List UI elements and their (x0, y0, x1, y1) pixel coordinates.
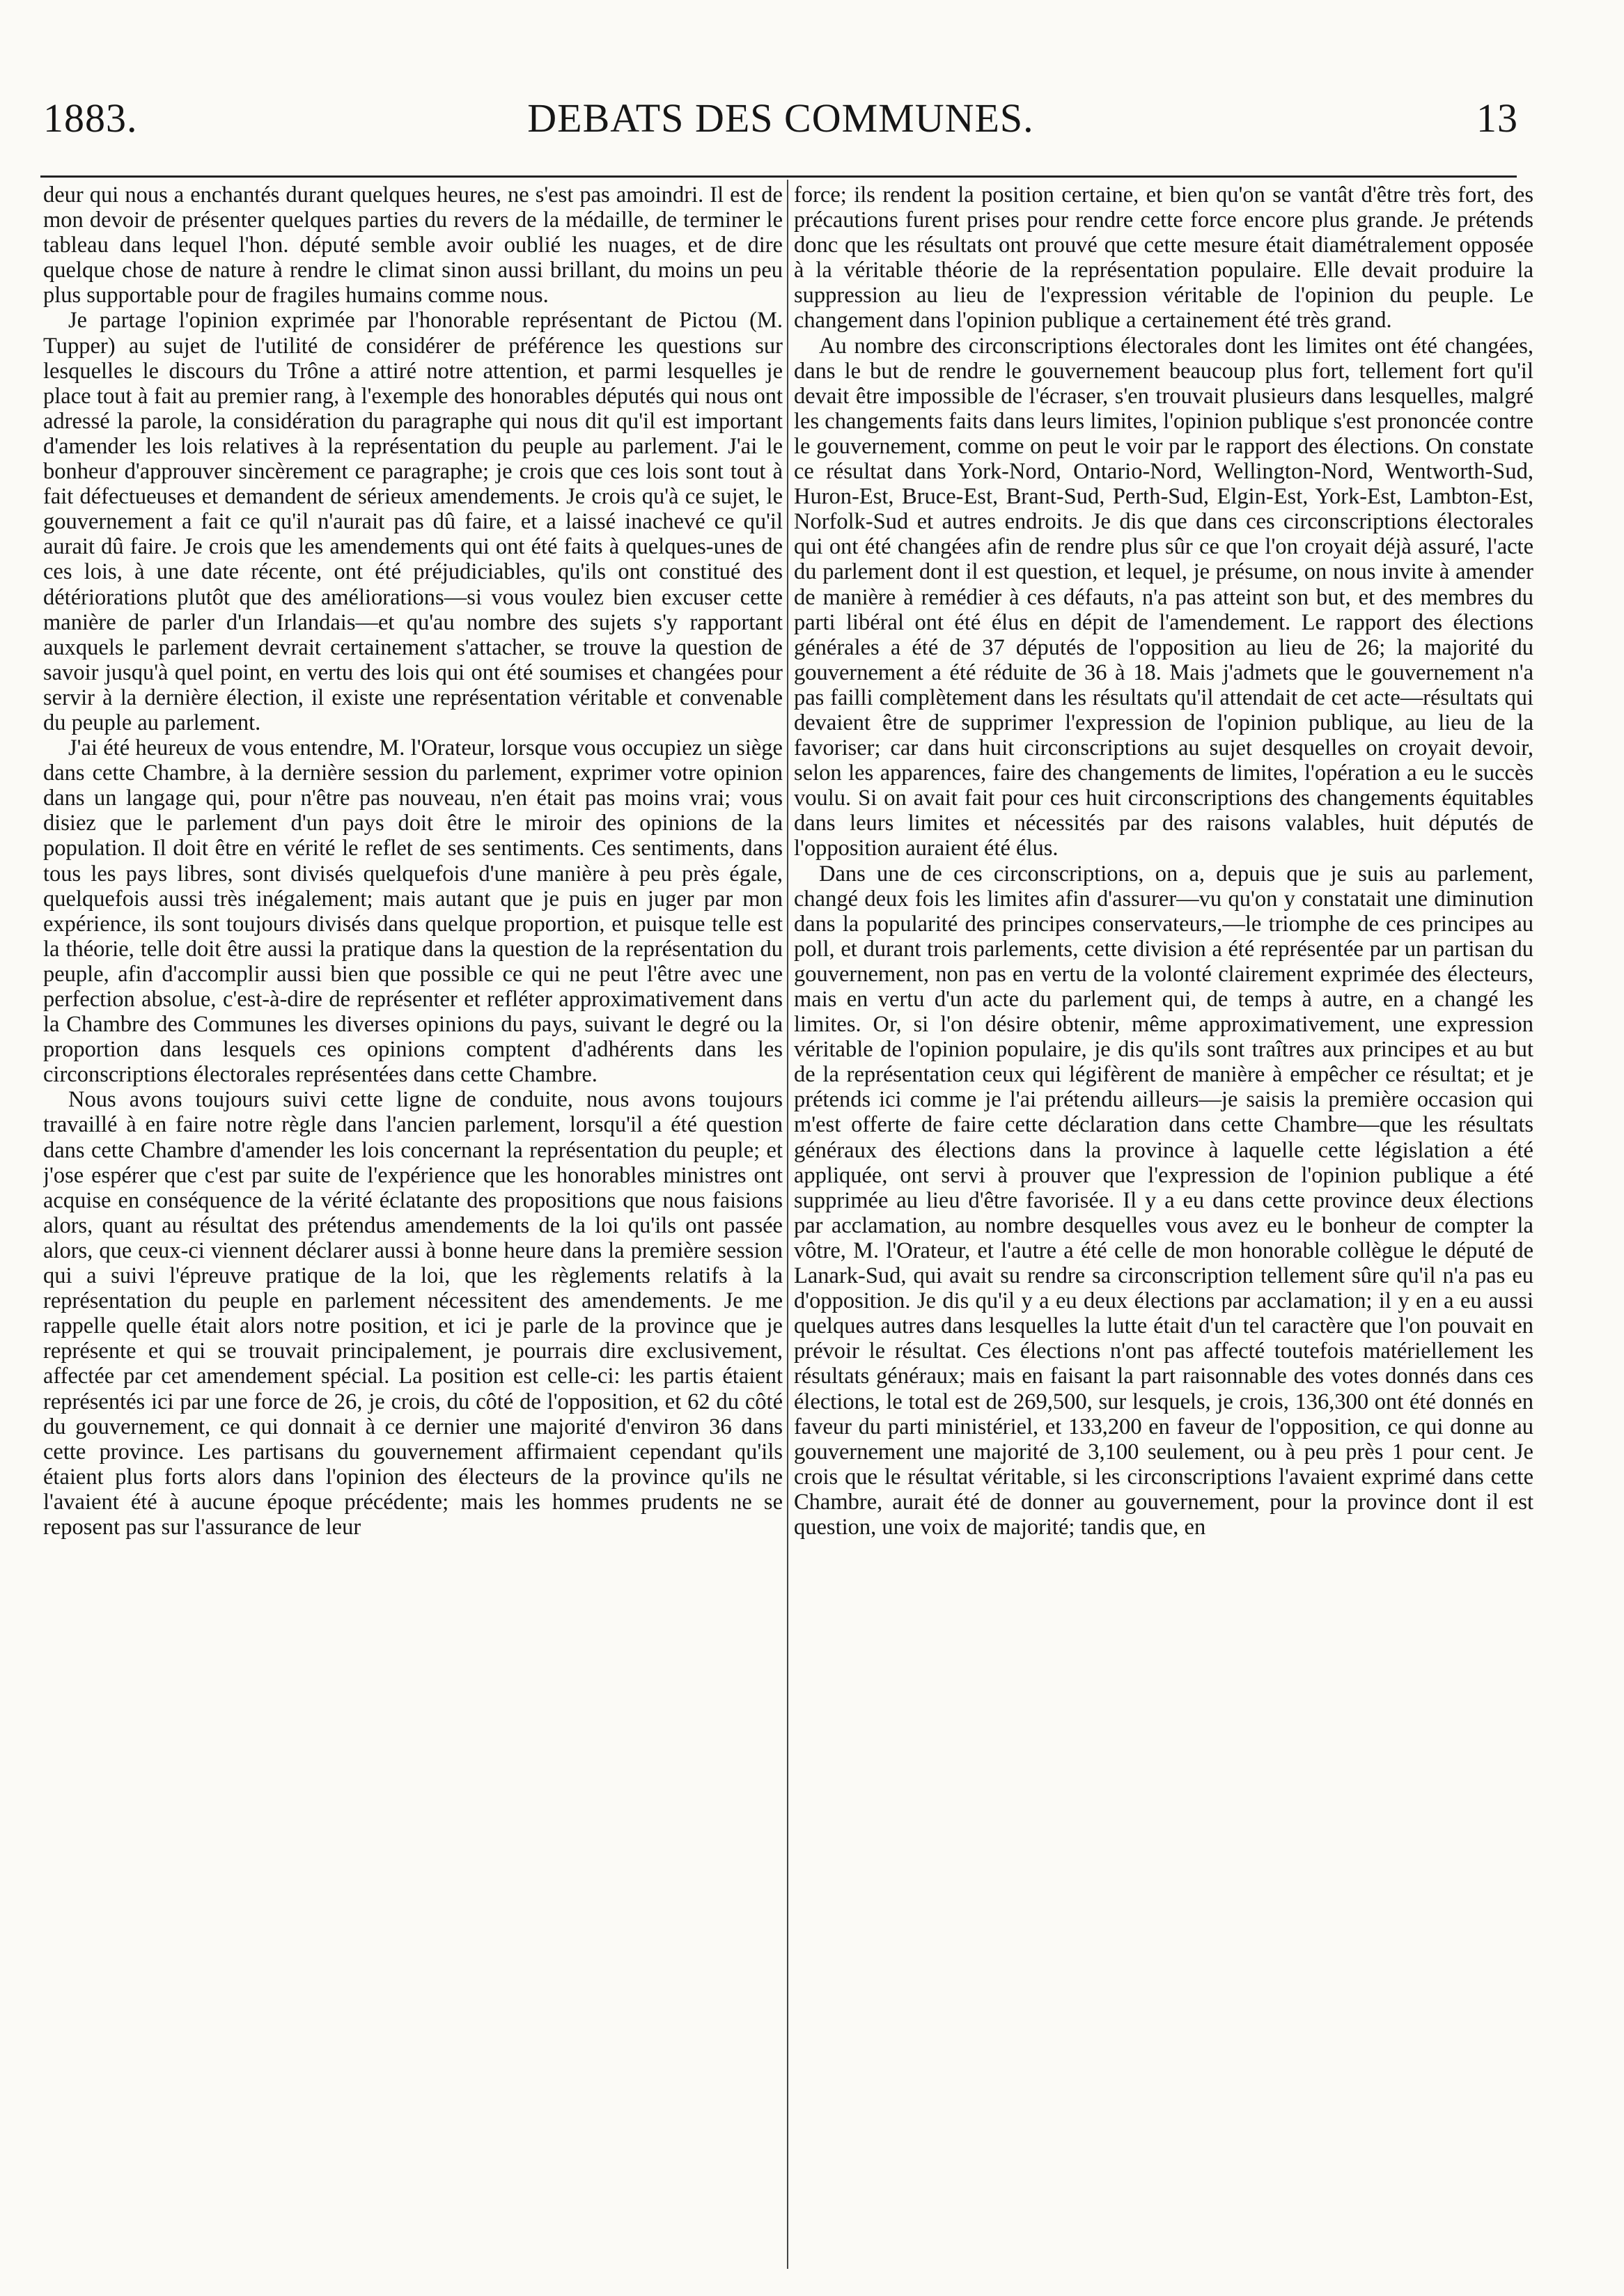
header-title: DEBATS DES COMMUNES. (527, 95, 1034, 141)
paragraph: Dans une de ces circonscriptions, on a, depuis que je suis au parlement, changé deux fois les limites afin d'assurer—vu qu'on y constatait une diminution dans la popularité des principes conservateurs,—le triomphe de ces principes au poll, et durant trois parlements, cette division a été représentée par un partisan du gouvernement, non pas en vertu de la volonté clairement exprimée des électeurs, mais en vertu d'un acte du parlement qui, de temps à autre, en a changé les limites. Or, si l'on désire obtenir, même approximativement, une expression véritable de l'opinion populaire, je dis qu'ils sont traîtres aux principes et au but de la représentation ceux qui légifèrent de manière à empêcher ce résultat; et je prétends ici comme je l'ai prétendu ailleurs—je saisis la première occasion qui m'est offerte de faire cette déclaration dans cette Chambre—que les résultats généraux des élections dans la province à laquelle cette législation a été appliquée, ont servi à prouver que l'expression de l'opinion publique a été supprimée au lieu d'être favorisée. Il y a eu dans cette province deux élections par acclamation, au nombre desquelles vous avez eu le bonheur de compter la vôtre, M. l'Orateur, et l'autre a été celle de mon honorable collègue le député de Lanark-Sud, qui avait su rendre sa circonscription tellement sûre qu'il n'a pas eu d'opposition. Je dis qu'il y a eu deux élections par acclamation; il y en a eu aussi quelques autres dans lesquelles la lutte était d'un tel caractère que l'on pouvait en prévoir le résultat. Ces élections n'ont pas affecté toutefois matériellement les résultats généraux; mais en faisant la part raisonnable des votes donnés dans ces élections, le total est de 269,500, sur lesquels, je crois, 136,300 ont été donnés en faveur du parti ministériel, et 133,200 en faveur de l'opposition, ce qui donne au gouvernement une majorité de 3,100 seulement, ou à peu près 1 pour cent. Je crois que le résultat véritable, si les circonscriptions l'avaient exprimé dans cette Chambre, aurait été de donner au gouvernement, pour la province dont il est question, une voix de majorité; tandis que, en (794, 861, 1533, 1540)
paragraph: J'ai été heureux de vous entendre, M. l'Orateur, lorsque vous occupiez un siège dans cette Chambre, à la dernière session du parlement, exprimer votre opinion dans un langage qui, pour n'être pas nouveau, n'en était pas moins vrai; vous disiez que le parlement d'un pays doit être le miroir des opinions de la population. Il doit être en vérité le reflet de ses sentiments. Ces sentiments, dans tous les pays libres, sont divisés quelquefois d'une manière à peu près égale, quelquefois aussi très inégalement; mais autant que je puis en juger par mon expérience, ils sont toujours divisés dans quelque proportion, et puisque telle est la théorie, telle doit être aussi la pratique dans la question de la représentation du peuple, afin d'accomplir aussi bien que possible ce qui ne peut l'être avec une perfection absolue, c'est-à-dire de représenter et refléter approximativement dans la Chambre des Communes les diverses opinions du pays, suivant le degré ou la proportion dans lesquels ces opinions comptent d'adhérents dans les circonscriptions électorales représentées dans cette Chambre. (43, 735, 783, 1088)
paragraph: Je partage l'opinion exprimée par l'honorable représentant de Pictou (M. Tupper) au sujet de l'utilité de considérer de préférence les questions sur lesquelles le discours du Trône a attiré notre attention, et parmi lesquelles je place tout à fait au premier rang, à l'exemple des honorables députés qui nous ont adressé la parole, la considération du paragraphe qui nous dit qu'il est important d'amender les lois relatives à la représentation du peuple au parlement. J'ai le bonheur d'approuver sincèrement ce paragraphe; je crois que ces lois sont tout à fait défectueuses et demandent de sérieux amendements. Je crois qu'à ce sujet, le gouvernement a fait ce qu'il n'aurait pas dû faire, et a laissé inachevé ce qu'il aurait dû faire. Je crois que les amendements qui ont été faits à quelques-unes de ces lois, à une date récente, ont été préjudiciables, qu'ils ont constitué des détériorations plutôt que des améliorations—si vous voulez bien excuser cette manière de parler d'un Irlandais—et qu'au nombre des sujets s'y rapportant auxquels le parlement devrait certainement s'attacher, se trouve la question de savoir jusqu'à quel point, en vertu des lois qui ont été soumises et changées pour servir à la dernière élection, il existe une représentation véritable et convenable du peuple au parlement. (43, 308, 783, 735)
header-year: 1883. (43, 95, 138, 141)
right-column (794, 182, 1533, 2265)
header-rule (40, 175, 1517, 178)
column-divider (787, 180, 788, 2269)
paragraph: Au nombre des circonscriptions électorales dont les limites ont été changées, dans le but de rendre le gouvernement beaucoup plus fort, tellement fort qu'il devait être impossible de l'écraser, s'en trouvait plusieurs dans lesquelles, malgré les changements faits dans leurs limites, l'opinion publique s'est prononcée contre le gouvernement, comme on peut le voir par le rapport des élections. On constate ce résultat dans York-Nord, Ontario-Nord, Wellington-Nord, Wentworth-Sud, Huron-Est, Bruce-Est, Brant-Sud, Perth-Sud, Elgin-Est, York-Est, Lambton-Est, Norfolk-Sud et autres endroits. Je dis que dans ces circonscriptions électorales qui ont été changées afin de rendre plus sûr ce que l'on croyait déjà assuré, l'acte du parlement dont il est question, et lequel, je présume, on nous invite à amender de manière à remédier à ces défauts, n'a pas atteint son but, et des membres du parti libéral ont été élus en dépit de l'amendement. Le rapport des élections générales a été de 37 députés de l'opposition au lieu de 26; la majorité du gouvernement a été réduite de 36 à 18. Mais j'admets que le gouvernement n'a pas failli complètement dans les résultats qu'il attendait de cet acte—résultats qui devaient être de supprimer l'expression de l'opinion publique, au lieu de la favoriser; car dans huit circonscriptions au sujet desquelles on croyait devoir, selon les apparences, faire des changements de limites, l'opération a eu le succès voulu. Si on avait fait pour ces huit circonscriptions des changements équitables dans leurs limites et nécessités par des raisons valables, huit députés de l'opposition auraient été élus. (794, 333, 1533, 861)
left-column (43, 182, 783, 2265)
paragraph: deur qui nous a enchantés durant quelques heures, ne s'est pas amoindri. Il est de mon devoir de présenter quelques parties du revers de la médaille, de terminer le tableau dans lequel l'hon. député semble avoir oublié les nuages, et de dire quelque chose de nature à rendre le climat sinon aussi brillant, du moins un peu plus supportable pour de fragiles humains comme nous. (43, 182, 783, 309)
page-number: 13 (1476, 95, 1518, 141)
page-header (43, 91, 1518, 146)
paragraph: force; ils rendent la position certaine, et bien qu'on se vantât d'être très fort, des précautions furent prises pour rendre cette force encore plus grande. Je prétends donc que les résultats ont prouvé que cette mesure était diamétralement opposée à la véritable théorie de la représentation populaire. Elle devait produire la suppression au lieu de l'expression véritable de l'opinion du peuple. Le changement dans l'opinion publique a certainement été très grand. (794, 182, 1533, 334)
paragraph: Nous avons toujours suivi cette ligne de conduite, nous avons toujours travaillé à en faire notre règle dans l'ancien parlement, lorsqu'il a été question dans cette Chambre d'amender les lois concernant la représentation du peuple; et j'ose espérer que c'est par suite de l'expérience que les honorables ministres ont acquise en conséquence de la vérité éclatante des propositions que nous faisions alors, quant au résultat des prétendus amendements de la loi qu'ils ont passée alors, que ceux-ci viennent déclarer aussi à bonne heure dans la première session qui a suivi l'épreuve pratique de la loi, que les règlements relatifs à la représentation du peuple en parlement nécessitent des amendements. Je me rappelle quelle était alors notre position, et ici je parle de la province que je représente et qui se trouvait principalement, je pourrais dire exclusivement, affectée par cet amendement spécial. La position est celle-ci: les partis étaient représentés ici par une force de 26, je crois, du côté de l'opposition, et 62 du côté du gouvernement, ce qui donnait à ce dernier une majorité d'environ 36 dans cette province. Les partisans du gouvernement affirmaient cependant qu'ils étaient plus forts alors dans l'opinion des électeurs de la province qu'ils ne l'avaient été à aucune époque précédente; mais les hommes prudents ne se reposent pas sur l'assurance de leur (43, 1087, 783, 1540)
